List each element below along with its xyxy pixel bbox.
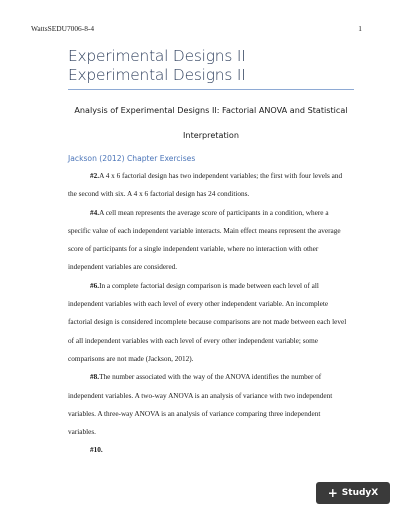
paragraph-line: independent variables are considered.	[68, 263, 178, 272]
paragraph-line: #2.A 4 x 6 factorial design has two independent variables; the first with four levels and	[90, 172, 343, 180]
title-line-2: Experimental Designs II	[68, 66, 246, 84]
paragraph	[68, 441, 358, 459]
subtitle	[68, 98, 354, 148]
plus-icon: +	[327, 486, 338, 500]
exercise-label: #10.	[90, 446, 103, 455]
paragraph-line: #6.In a complete factorial design comparison is made between each level of all	[90, 281, 319, 290]
document-body	[68, 167, 358, 460]
paragraph	[68, 167, 358, 204]
subtitle-line-1: Analysis of Experimental Designs II: Factorial ANOVA and Statistical	[74, 105, 348, 115]
exercise-label: #8.	[90, 373, 100, 382]
paragraph-line: factorial design is considered incomplete because comparisons are not made between each level	[68, 318, 347, 327]
paragraph-line: independent variables. A two-way ANOVA is an analysis of variance with two independent	[68, 391, 333, 400]
paragraph-line: #8.The number associated with the way of the ANOVA identifies the number of	[90, 373, 322, 382]
paragraph	[68, 277, 358, 368]
title-line-1: Experimental Designs II	[68, 47, 246, 65]
paragraph-line: the second with six. A 4 x 6 factorial design has 24 conditions.	[68, 190, 250, 199]
paragraph	[68, 204, 358, 277]
exercise-label: #6.	[90, 281, 100, 290]
exercise-label: #2.	[90, 172, 100, 180]
title-divider	[68, 89, 354, 90]
page-number: 1	[358, 24, 362, 33]
section-heading: Jackson (2012) Chapter Exercises	[68, 154, 196, 163]
paragraph-line: variables.	[68, 428, 96, 437]
page-title	[68, 47, 358, 85]
running-head: WattsSEDU7006-8-4	[31, 24, 95, 33]
paragraph-line: #4.A cell mean represents the average score of participants in a condition, where a	[90, 208, 329, 217]
paragraph-line: score of participants for a single independent variable, where no interaction with other	[68, 245, 319, 254]
studyx-badge[interactable]	[316, 482, 390, 504]
paragraph-line: independent variables with each level of every other independent variable. An incomplete	[68, 300, 329, 309]
brand-name: StudyX	[341, 488, 379, 498]
paragraph	[68, 368, 358, 441]
paragraph-line: of all independent variables with each level of every other independent variable; some	[68, 336, 319, 345]
paragraph-line: specific value of each independent variable interacts. Main effect means represent the average	[68, 226, 341, 235]
subtitle-line-2: Interpretation	[183, 130, 239, 140]
paragraph-line: comparisons are not made (Jackson, 2012).	[68, 354, 194, 363]
exercise-label: #4.	[90, 208, 100, 217]
paragraph-line	[68, 441, 358, 459]
running-header	[31, 24, 362, 33]
paragraph-line: variables. A three-way ANOVA is an analysis of variance comparing three independent	[68, 409, 321, 418]
